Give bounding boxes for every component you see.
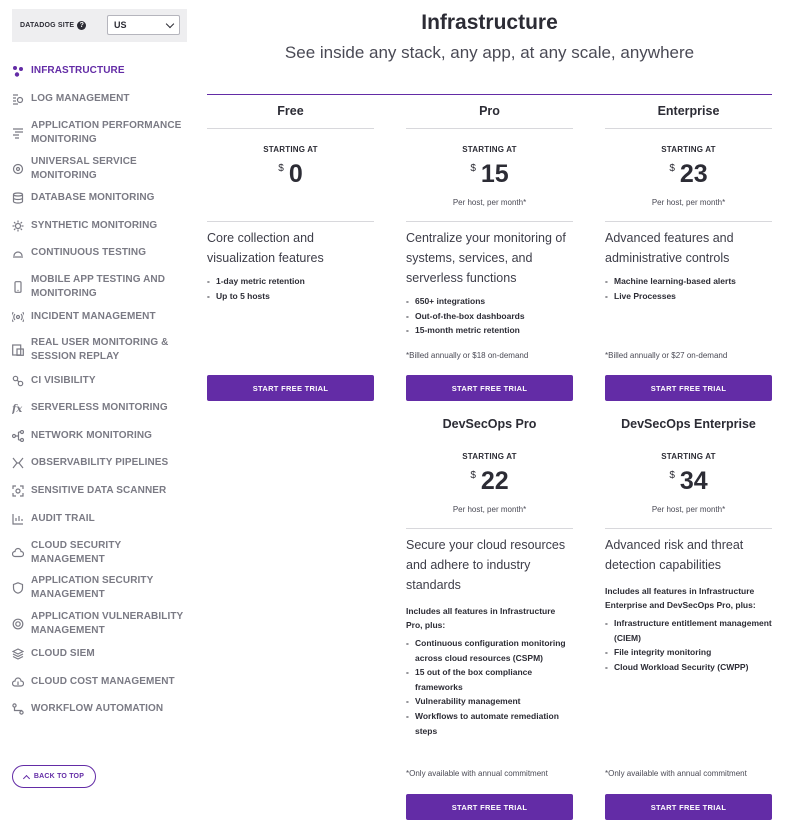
list-item: - Infrastructure entitlement management (CIEM) xyxy=(605,616,772,645)
chevron-up-icon xyxy=(23,774,30,781)
plan-divider xyxy=(406,221,573,222)
list-item: - 1-day metric retention xyxy=(207,274,374,289)
sidebar-item-cost[interactable]: CLOUD COST MANAGEMENT xyxy=(11,675,191,689)
plan-divider xyxy=(207,128,374,129)
feature-list xyxy=(605,274,772,303)
price-unit: Per host, per month* xyxy=(651,198,726,207)
plan-name: Pro xyxy=(479,104,500,118)
plan-description: Core collection and visualization features xyxy=(207,231,324,265)
starting-at-label: STARTING AT xyxy=(661,452,716,461)
list-item: - 15 out of the box compliance frameworks xyxy=(406,665,573,694)
billing-note: *Only available with annual commitment xyxy=(605,769,747,778)
cloud-security-icon xyxy=(11,547,24,560)
billing-note: *Billed annually or $18 on-demand xyxy=(406,351,529,360)
infrastructure-icon xyxy=(11,65,24,78)
sidebar-item-workflow[interactable]: WORKFLOW AUTOMATION xyxy=(11,702,191,716)
plan-divider xyxy=(406,528,573,529)
database-icon xyxy=(11,192,24,205)
plan-description: Secure your cloud resources and adhere to industry standards xyxy=(406,538,566,592)
site-selector-box xyxy=(12,9,187,42)
start-free-trial-button[interactable]: START FREE TRIAL xyxy=(406,794,573,820)
sidebar-item-database[interactable]: DATABASE MONITORING xyxy=(11,191,191,205)
feature-list xyxy=(406,294,573,338)
start-free-trial-button[interactable]: START FREE TRIAL xyxy=(406,375,573,401)
plan-divider xyxy=(605,128,772,129)
plan-description: Advanced risk and threat detection capabilities xyxy=(605,538,744,572)
list-item: - Out-of-the-box dashboards xyxy=(406,309,573,324)
pipelines-icon xyxy=(11,457,24,470)
site-select[interactable] xyxy=(107,15,180,35)
plan-divider xyxy=(605,221,772,222)
header-divider xyxy=(207,94,772,95)
plan-name: DevSecOps Pro xyxy=(442,417,537,431)
sidebar-item-incident[interactable]: INCIDENT MANAGEMENT xyxy=(11,310,191,324)
plan-name: DevSecOps Enterprise xyxy=(621,417,756,431)
feature-list xyxy=(406,636,573,738)
sidebar-item-infrastructure[interactable]: INFRASTRUCTURE xyxy=(11,64,191,78)
plan-name: Enterprise xyxy=(657,104,720,118)
starting-at-label: STARTING AT xyxy=(462,145,517,154)
plan-devsecops-pro xyxy=(406,416,573,822)
sidebar-item-mobile[interactable]: MOBILE APP TESTING AND MONITORING xyxy=(11,273,191,301)
page-subtitle: See inside any stack, any app, at any scale, anywhere xyxy=(284,43,695,62)
price-amount: 0 xyxy=(288,160,303,188)
back-to-top-label: BACK TO TOP xyxy=(33,773,85,780)
sidebar-item-vulnerability[interactable]: APPLICATION VULNERABILITY MANAGEMENT xyxy=(11,610,191,638)
siem-icon xyxy=(11,648,24,661)
list-item: - 650+ integrations xyxy=(406,294,573,309)
incident-icon xyxy=(11,311,24,324)
list-item: - Up to 5 hosts xyxy=(207,289,374,304)
sidebar-item-network[interactable]: NETWORK MONITORING xyxy=(11,429,191,443)
ci-icon xyxy=(11,375,24,388)
list-item: - Continuous configuration monitoring across cloud resources (CSPM) xyxy=(406,636,573,665)
price-unit: Per host, per month* xyxy=(452,198,527,207)
site-label: DATADOG SITE xyxy=(20,22,75,29)
list-item: - Workflows to automate remediation steps xyxy=(406,709,573,738)
plan-price: $ 22 xyxy=(470,467,509,495)
plan-description: Advanced features and administrative controls xyxy=(605,231,734,265)
sidebar-item-log-management[interactable]: LOG MANAGEMENT xyxy=(11,92,191,106)
scanner-icon xyxy=(11,485,24,498)
vulnerability-icon xyxy=(11,618,24,631)
starting-at-label: STARTING AT xyxy=(661,145,716,154)
rum-icon xyxy=(11,344,24,357)
cost-icon xyxy=(11,676,24,689)
plan-free xyxy=(207,103,374,403)
starting-at-label: STARTING AT xyxy=(462,452,517,461)
plan-price: $ 15 xyxy=(470,160,509,188)
plan-price: $ 0 xyxy=(278,160,303,188)
feature-list xyxy=(207,274,374,303)
audit-icon xyxy=(11,513,24,526)
list-item: - Live Processes xyxy=(605,289,772,304)
price-unit xyxy=(207,198,374,208)
sidebar-item-scanner[interactable]: SENSITIVE DATA SCANNER xyxy=(11,484,191,498)
help-icon[interactable]: ? xyxy=(77,21,86,30)
sidebar-item-serverless[interactable]: fx SERVERLESS MONITORING xyxy=(11,402,168,414)
list-item: - 15-month metric retention xyxy=(406,323,573,338)
sidebar-item-usm[interactable]: UNIVERSAL SERVICE MONITORING xyxy=(11,155,191,183)
price-amount: 34 xyxy=(679,467,708,495)
plan-divider xyxy=(406,128,573,129)
sidebar-item-cloud-security[interactable]: CLOUD SECURITY MANAGEMENT xyxy=(11,539,191,567)
chevron-down-icon xyxy=(166,19,174,27)
plan-enterprise xyxy=(605,103,772,403)
testing-icon xyxy=(11,247,24,260)
start-free-trial-button[interactable]: START FREE TRIAL xyxy=(207,375,374,401)
sidebar-item-pipelines[interactable]: OBSERVABILITY PIPELINES xyxy=(11,456,191,470)
mobile-icon xyxy=(11,281,24,294)
feature-list xyxy=(605,616,772,674)
workflow-icon xyxy=(11,703,24,716)
sidebar-item-synthetic[interactable]: SYNTHETIC MONITORING xyxy=(11,219,191,233)
sidebar-item-rum[interactable]: REAL USER MONITORING & SESSION REPLAY xyxy=(11,336,191,364)
serverless-icon xyxy=(11,402,24,415)
price-amount: 23 xyxy=(679,160,708,188)
plan-description: Centralize your monitoring of systems, services, and serverless functions xyxy=(406,231,566,285)
billing-note: *Only available with annual commitment xyxy=(406,769,548,778)
synthetic-icon xyxy=(11,220,24,233)
network-icon xyxy=(11,430,24,443)
plan-name: Free xyxy=(277,104,304,118)
plan-divider xyxy=(605,528,772,529)
list-item: - File integrity monitoring xyxy=(605,645,772,660)
start-free-trial-button[interactable]: START FREE TRIAL xyxy=(605,794,772,820)
billing-note: *Billed annually or $27 on-demand xyxy=(605,351,728,360)
sidebar-item-app-security[interactable]: APPLICATION SECURITY MANAGEMENT xyxy=(11,574,191,602)
sidebar-item-ci-visibility[interactable]: CI VISIBILITY xyxy=(11,374,191,388)
apm-icon xyxy=(11,127,24,140)
page-title: Infrastructure xyxy=(421,11,558,34)
svg-text:fx: fx xyxy=(11,404,22,414)
sidebar-item-continuous-testing[interactable]: CONTINUOUS TESTING xyxy=(11,246,191,260)
list-item: - Vulnerability management xyxy=(406,694,573,709)
price-unit: Per host, per month* xyxy=(651,505,726,514)
starting-at-label: STARTING AT xyxy=(263,145,318,154)
sidebar-item-apm[interactable]: APPLICATION PERFORMANCE MONITORING xyxy=(11,119,191,147)
plan-pro xyxy=(406,103,573,403)
list-item: - Cloud Workload Security (CWPP) xyxy=(605,660,772,675)
plan-divider xyxy=(207,221,374,222)
app-security-icon xyxy=(11,582,24,595)
site-select-value: US xyxy=(114,20,127,30)
price-unit: Per host, per month* xyxy=(452,505,527,514)
includes-text: Includes all features in Infrastructure Enterprise and DevSecOps Pro, plus: xyxy=(605,586,756,610)
price-amount: 22 xyxy=(480,467,509,495)
list-item: - Machine learning-based alerts xyxy=(605,274,772,289)
includes-text: Includes all features in Infrastructure Pro, plus: xyxy=(406,606,556,630)
log-icon xyxy=(11,93,24,106)
sidebar-item-siem[interactable]: CLOUD SIEM xyxy=(11,647,191,661)
plan-price: $ 23 xyxy=(669,160,708,188)
plan-price: $ 34 xyxy=(669,467,708,495)
usm-icon xyxy=(11,163,24,176)
plan-devsecops-enterprise xyxy=(605,416,772,822)
price-amount: 15 xyxy=(480,160,509,188)
sidebar-item-audit-trail[interactable]: AUDIT TRAIL xyxy=(11,512,191,526)
back-to-top-button[interactable] xyxy=(12,765,96,788)
start-free-trial-button[interactable]: START FREE TRIAL xyxy=(605,375,772,401)
